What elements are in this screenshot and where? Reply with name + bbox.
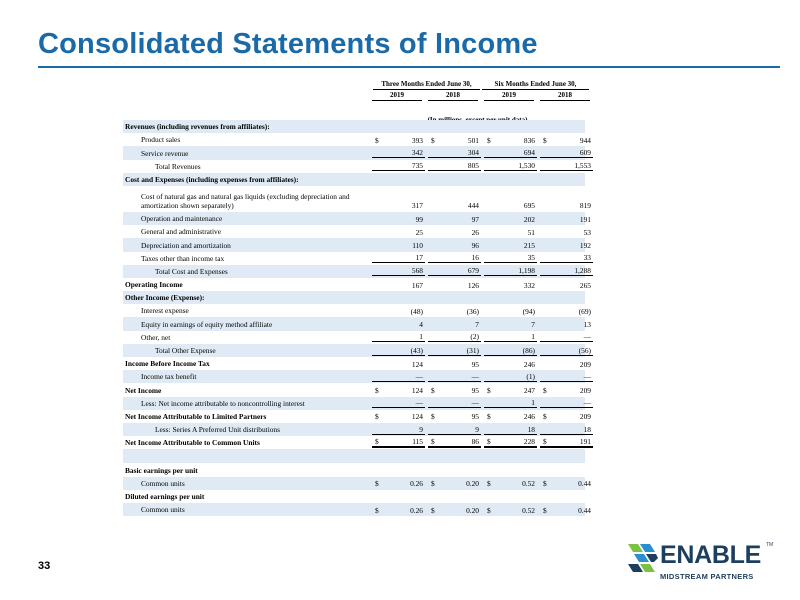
- cell-value: 209: [579, 359, 591, 369]
- table-row: [123, 265, 591, 278]
- value-cell: [428, 331, 481, 342]
- value-cell: [372, 319, 425, 329]
- cell-value: —: [583, 332, 591, 342]
- value-cell: [372, 397, 425, 408]
- cell-value: 191: [579, 436, 591, 446]
- value-cell: [428, 306, 481, 316]
- value-cell: [372, 306, 425, 316]
- table-row: [123, 133, 591, 146]
- cell-value: 96: [471, 241, 479, 250]
- cell-value: 0.52: [522, 505, 535, 515]
- cell-value: (56): [578, 345, 591, 355]
- cell-value: 18: [527, 424, 535, 434]
- cell-value: 679: [467, 266, 479, 276]
- value-cell: [372, 371, 425, 382]
- cell-value: (1): [526, 371, 535, 381]
- value-cell: [484, 505, 537, 515]
- cell-value: 1: [419, 332, 423, 342]
- cell-value: (31): [466, 345, 479, 355]
- row-label: Basic earnings per unit: [125, 465, 198, 475]
- cell-value: 86: [471, 436, 479, 446]
- cell-value: 25: [415, 227, 423, 237]
- value-cell: [540, 371, 593, 382]
- row-label: Equity in earnings of equity method affiliate: [141, 319, 273, 329]
- table-row: [123, 317, 591, 330]
- dollar-sign: $: [543, 479, 547, 489]
- dollar-sign: $: [487, 436, 491, 446]
- value-cell: [484, 331, 537, 342]
- cell-value: 332: [523, 280, 535, 290]
- cell-value: 167: [411, 280, 423, 290]
- dollar-sign: $: [431, 386, 435, 396]
- value-cell: [372, 214, 425, 224]
- cell-value: 192: [579, 241, 591, 250]
- value-cell: [372, 345, 425, 356]
- table-row: [123, 357, 591, 370]
- value-cell: [428, 147, 481, 158]
- cell-value: 124: [411, 359, 423, 369]
- row-label: Diluted earnings per unit: [125, 491, 205, 501]
- row-label: Product sales: [141, 135, 181, 145]
- table-row: [123, 212, 591, 225]
- cell-value: 1,198: [518, 266, 535, 276]
- table-row: [123, 120, 585, 133]
- value-cell: [428, 436, 481, 448]
- cell-value: 124: [411, 412, 423, 422]
- table-row: [123, 186, 591, 212]
- value-cell: [484, 280, 537, 290]
- cell-value: 53: [583, 227, 591, 237]
- cell-value: 1,288: [574, 266, 591, 276]
- dollar-sign: $: [375, 505, 379, 515]
- row-label: Operating Income: [125, 280, 183, 290]
- value-cell: [484, 371, 537, 382]
- value-cell: [428, 345, 481, 356]
- value-cell: [540, 200, 593, 210]
- dollar-sign: $: [431, 412, 435, 422]
- value-cell: [484, 240, 537, 250]
- row-label: Service revenue: [141, 148, 189, 158]
- cell-value: 16: [471, 253, 479, 263]
- value-cell: [484, 478, 537, 488]
- row-label: Depreciation and amortization: [141, 240, 231, 250]
- row-label: Cost of natural gas and natural gas liquids (excluding depreciation and amortization shown separately): [141, 191, 350, 210]
- cell-value: 609: [579, 148, 591, 158]
- cell-value: 0.52: [522, 479, 535, 489]
- cell-value: 9: [475, 424, 479, 434]
- cell-value: 95: [471, 412, 479, 422]
- value-cell: [484, 306, 537, 316]
- value-cell: [540, 331, 593, 342]
- cell-value: 228: [523, 436, 535, 446]
- header-six-months: Six Months Ended June 30,: [482, 80, 589, 90]
- cell-value: —: [415, 398, 423, 408]
- enable-logo: [626, 540, 776, 588]
- enable-logo-mark-icon: [626, 540, 660, 584]
- page-title: Consolidated Statements of Income: [38, 28, 538, 60]
- table-row: [123, 436, 591, 449]
- cell-value: 0.44: [578, 479, 591, 489]
- header-year-6m-2018: 2018: [540, 91, 590, 101]
- value-cell: [540, 265, 593, 276]
- cell-value: 735: [411, 161, 423, 171]
- value-cell: [540, 397, 593, 408]
- header-year-3m-2019: 2019: [372, 91, 422, 101]
- value-cell: [484, 200, 537, 210]
- value-cell: [428, 319, 481, 329]
- value-cell: [428, 371, 481, 382]
- cell-value: 819: [579, 201, 591, 211]
- cell-value: 209: [579, 386, 591, 396]
- cell-value: 1,530: [518, 161, 535, 171]
- table-row: [123, 370, 591, 383]
- value-cell: [484, 319, 537, 329]
- row-label: Net Income Attributable to Limited Partners: [125, 411, 267, 421]
- value-cell: [484, 160, 537, 171]
- table-row: [123, 344, 591, 357]
- value-cell: [372, 200, 425, 210]
- value-cell: [372, 147, 425, 158]
- dollar-sign: $: [487, 386, 491, 396]
- value-cell: [540, 240, 593, 250]
- value-cell: [540, 227, 593, 237]
- dollar-sign: $: [431, 135, 435, 145]
- dollar-sign: $: [375, 479, 379, 489]
- value-cell: [372, 424, 425, 435]
- cell-value: 7: [531, 320, 535, 330]
- table-row: [123, 173, 585, 186]
- cell-value: 115: [412, 436, 423, 446]
- row-label: Net Income: [125, 385, 162, 395]
- cell-value: 215: [523, 241, 535, 250]
- dollar-sign: $: [543, 386, 547, 396]
- table-row: [123, 304, 591, 317]
- cell-value: 265: [579, 280, 591, 290]
- value-cell: [372, 505, 425, 515]
- row-label: Taxes other than income tax: [141, 253, 225, 263]
- cell-value: 124: [411, 386, 423, 396]
- table-row: [123, 410, 591, 423]
- row-label: Other Income (Expense):: [125, 293, 205, 303]
- row-label: Other, net: [141, 332, 171, 342]
- cell-value: 191: [579, 214, 591, 224]
- value-cell: [428, 227, 481, 237]
- table-row: [123, 331, 591, 344]
- cell-value: (36): [466, 306, 479, 316]
- value-cell: [372, 411, 425, 421]
- value-cell: [372, 385, 425, 395]
- value-cell: [372, 280, 425, 290]
- table-row: [123, 225, 591, 238]
- cell-value: 95: [471, 386, 479, 396]
- value-cell: [372, 359, 425, 369]
- table-row: [123, 397, 591, 410]
- cell-value: 7: [475, 320, 479, 330]
- dollar-sign: $: [375, 436, 379, 446]
- logo-subtitle: MIDSTREAM PARTNERS: [660, 572, 754, 581]
- dollar-sign: $: [543, 412, 547, 422]
- cell-value: (86): [522, 345, 535, 355]
- value-cell: [428, 359, 481, 369]
- cell-value: 209: [579, 412, 591, 422]
- value-cell: [540, 345, 593, 356]
- cell-value: 805: [467, 161, 479, 171]
- value-cell: [372, 240, 425, 250]
- row-label: Interest expense: [141, 306, 189, 316]
- row-label: Income tax benefit: [141, 372, 197, 382]
- value-cell: [428, 411, 481, 421]
- value-cell: [372, 331, 425, 342]
- value-cell: [484, 135, 537, 145]
- row-label: Less: Series A Preferred Unit distributions: [155, 425, 281, 435]
- dollar-sign: $: [487, 479, 491, 489]
- dollar-sign: $: [431, 505, 435, 515]
- cell-value: (48): [410, 306, 423, 316]
- table-row: [123, 423, 591, 436]
- row-label: Net Income Attributable to Common Units: [125, 438, 260, 448]
- value-cell: [484, 411, 537, 421]
- cell-value: 501: [467, 135, 479, 145]
- table-row: [123, 238, 591, 251]
- table-row: [123, 490, 585, 503]
- value-cell: [540, 135, 593, 145]
- cell-value: 26: [471, 227, 479, 237]
- cell-value: 0.26: [410, 505, 423, 515]
- cell-value: 444: [467, 201, 479, 211]
- table-row: [123, 449, 585, 463]
- cell-value: (2): [470, 332, 479, 342]
- cell-value: 99: [415, 214, 423, 224]
- cell-value: 1: [531, 332, 535, 342]
- cell-value: 110: [412, 241, 423, 250]
- value-cell: [372, 252, 425, 263]
- value-cell: [540, 411, 593, 421]
- row-label: General and administrative: [141, 227, 222, 237]
- cell-value: 202: [523, 214, 535, 224]
- value-cell: [372, 160, 425, 171]
- value-cell: [428, 135, 481, 145]
- row-label: Operation and maintenance: [141, 214, 223, 224]
- value-cell: [540, 319, 593, 329]
- cell-value: 51: [527, 227, 535, 237]
- cell-value: 1: [531, 398, 535, 408]
- cell-value: 33: [583, 253, 591, 263]
- value-cell: [540, 436, 593, 448]
- dollar-sign: $: [375, 412, 379, 422]
- table-row: [123, 146, 591, 159]
- value-cell: [484, 214, 537, 224]
- value-cell: [540, 478, 593, 488]
- dollar-sign: $: [431, 436, 435, 446]
- value-cell: [428, 214, 481, 224]
- value-cell: [540, 505, 593, 515]
- header-three-months: Three Months Ended June 30,: [373, 80, 480, 90]
- cell-value: 246: [523, 412, 535, 422]
- dollar-sign: $: [487, 135, 491, 145]
- dollar-sign: $: [375, 386, 379, 396]
- value-cell: [372, 135, 425, 145]
- cell-value: (43): [410, 345, 423, 355]
- header-year-6m-2019: 2019: [484, 91, 534, 101]
- value-cell: [372, 436, 425, 448]
- value-cell: [428, 252, 481, 263]
- row-label: Common units: [141, 478, 185, 488]
- cell-value: 393: [411, 135, 423, 145]
- value-cell: [428, 385, 481, 395]
- cell-value: 944: [579, 135, 591, 145]
- row-label: Less: Net income attributable to noncontrolling interest: [141, 398, 305, 408]
- dollar-sign: $: [487, 505, 491, 515]
- cell-value: 247: [523, 386, 535, 396]
- value-cell: [484, 424, 537, 435]
- value-cell: [484, 345, 537, 356]
- dollar-sign: $: [431, 479, 435, 489]
- row-label: Total Revenues: [155, 161, 201, 171]
- value-cell: [484, 359, 537, 369]
- row-label: Income Before Income Tax: [125, 359, 210, 369]
- cell-value: 0.20: [466, 479, 479, 489]
- header-year-3m-2018: 2018: [428, 91, 478, 101]
- value-cell: [428, 280, 481, 290]
- cell-value: 0.20: [466, 505, 479, 515]
- row-label: Total Other Expense: [155, 346, 216, 355]
- cell-value: 18: [583, 424, 591, 434]
- cell-value: 342: [411, 148, 423, 158]
- cell-value: 836: [523, 135, 535, 145]
- value-cell: [372, 478, 425, 488]
- value-cell: [428, 160, 481, 171]
- value-cell: [484, 252, 537, 263]
- value-cell: [540, 359, 593, 369]
- cell-value: 1,553: [574, 161, 591, 171]
- cell-value: —: [583, 371, 591, 381]
- cell-value: 568: [411, 266, 423, 276]
- cell-value: —: [415, 371, 423, 381]
- cell-value: (94): [522, 306, 535, 316]
- value-cell: [484, 397, 537, 408]
- cell-value: 17: [415, 253, 423, 263]
- income-statement-table: [123, 120, 591, 516]
- cell-value: 4: [419, 320, 423, 330]
- dollar-sign: $: [543, 505, 547, 515]
- cell-value: (69): [578, 306, 591, 316]
- cell-value: —: [471, 371, 479, 381]
- value-cell: [540, 214, 593, 224]
- cell-value: 95: [471, 359, 479, 369]
- table-row: [123, 160, 591, 173]
- cell-value: 97: [471, 214, 479, 224]
- value-cell: [540, 160, 593, 171]
- cell-value: 0.26: [410, 479, 423, 489]
- value-cell: [540, 424, 593, 435]
- cell-value: 13: [583, 320, 591, 330]
- value-cell: [484, 436, 537, 448]
- value-cell: [428, 478, 481, 488]
- table-row: [123, 383, 591, 396]
- cell-value: 317: [411, 201, 423, 211]
- table-row: [123, 477, 591, 490]
- value-cell: [372, 227, 425, 237]
- logo-trademark: TM: [766, 542, 774, 548]
- value-cell: [484, 227, 537, 237]
- value-cell: [428, 265, 481, 276]
- cell-value: 246: [523, 359, 535, 369]
- value-cell: [428, 505, 481, 515]
- row-label: Common units: [141, 505, 185, 515]
- table-row: [123, 252, 591, 265]
- table-row: [123, 278, 591, 291]
- cell-value: 126: [467, 280, 479, 290]
- page-number: 33: [38, 560, 51, 572]
- value-cell: [484, 265, 537, 276]
- table-row: [123, 503, 591, 516]
- table-row: [123, 463, 585, 476]
- table-row: [123, 291, 585, 304]
- dollar-sign: $: [375, 135, 379, 145]
- cell-value: 304: [467, 148, 479, 158]
- value-cell: [484, 147, 537, 158]
- dollar-sign: $: [487, 412, 491, 422]
- row-label: Total Cost and Expenses: [155, 266, 228, 276]
- value-cell: [540, 306, 593, 316]
- row-label: Cost and Expenses (including expenses from affiliates):: [125, 174, 299, 184]
- value-cell: [372, 265, 425, 276]
- value-cell: [540, 147, 593, 158]
- value-cell: [540, 385, 593, 395]
- cell-value: 35: [527, 253, 535, 263]
- dollar-sign: $: [543, 135, 547, 145]
- cell-value: —: [583, 398, 591, 408]
- cell-value: —: [471, 398, 479, 408]
- cell-value: 0.44: [578, 505, 591, 515]
- value-cell: [428, 397, 481, 408]
- value-cell: [428, 240, 481, 250]
- logo-wordmark: ENABLE: [660, 541, 761, 569]
- dollar-sign: $: [543, 436, 547, 446]
- value-cell: [428, 424, 481, 435]
- title-rule: [38, 66, 780, 68]
- value-cell: [540, 280, 593, 290]
- cell-value: 9: [419, 424, 423, 434]
- cell-value: 695: [523, 201, 535, 211]
- cell-value: 694: [523, 148, 535, 158]
- value-cell: [428, 200, 481, 210]
- value-cell: [484, 385, 537, 395]
- value-cell: [540, 252, 593, 263]
- row-label: Revenues (including revenues from affiliates):: [125, 122, 270, 132]
